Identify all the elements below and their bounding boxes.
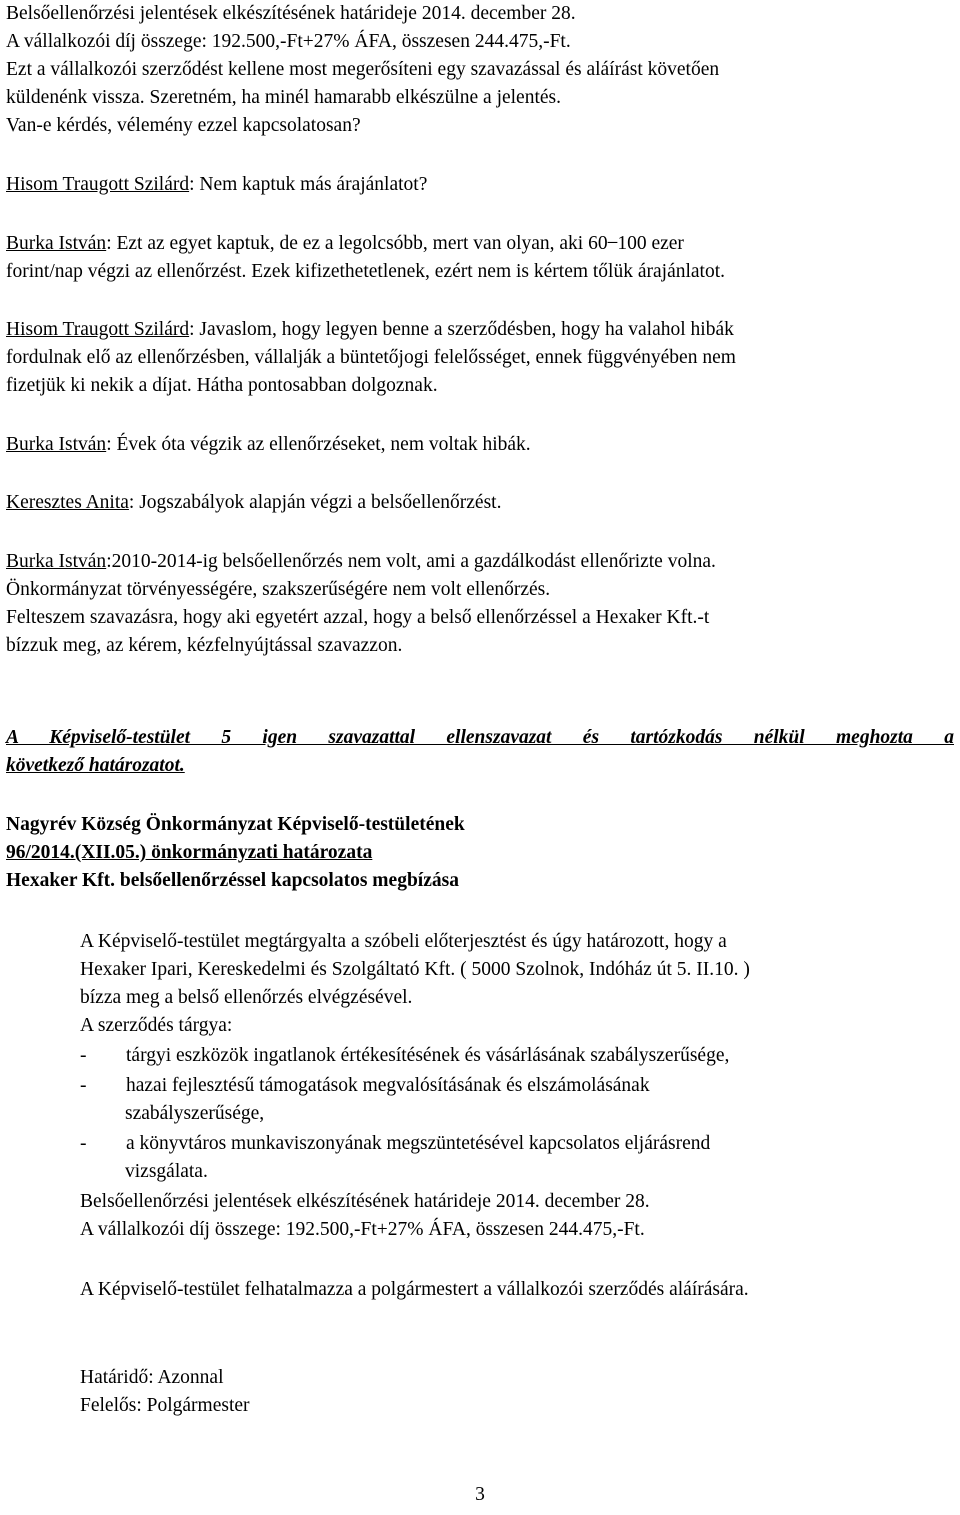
list-item-text: hazai fejlesztésű támogatások megvalósításának és elszámolásának [126, 1075, 650, 1096]
list-item-continuation: vizsgálata. [125, 1161, 208, 1182]
authorization-line: A Képviselő-testület felhatalmazza a polgármestert a vállalkozói szerződés aláírására. [80, 1279, 749, 1300]
list-item-text: tárgyi eszközök ingatlanok értékesítésének és vásárlásának szabályszerűsége, [126, 1045, 730, 1066]
dialogue-text: :2010-2014-ig belsőellenőrzés nem volt, ami a gazdálkodást ellenőrizte volna. [106, 551, 716, 572]
speaker-name: Hisom Traugott Szilárd [6, 319, 190, 340]
vote-result-line-2: következő határozatot. [6, 755, 185, 776]
dialogue-2-line-2: forint/nap végzi az ellenőrzést. Ezek kifizethetetlenek, ezért nem is kértem tőlük árajánlatot. [6, 261, 726, 282]
speaker-name: Burka István [6, 233, 107, 254]
dialogue-3 [6, 318, 734, 342]
intro-line-3: Ezt a vállalkozói szerződést kellene most megerősíteni egy szavazással és aláírást követően [6, 59, 720, 80]
contract-subject-label: A szerződés tárgya: [80, 1015, 233, 1036]
dialogue-text: : Ezt az egyet kaptuk, de ez a legolcsóbb, mert van olyan, aki 60 ̶ 100 ezer [106, 233, 684, 254]
due-line: Határidő: Azonnal [80, 1367, 224, 1388]
list-item [80, 1132, 710, 1156]
resolution-heading-3: Hexaker Kft. belsőellenőrzéssel kapcsolatos megbízása [6, 870, 459, 891]
list-dash: - [80, 1075, 87, 1096]
dialogue-6-line-2: Önkormányzat törvényességére, szakszerűségére nem volt ellenőrzés. [6, 579, 551, 600]
dialogue-4 [6, 433, 531, 457]
dialogue-3-line-3: fizetjük ki nekik a díjat. Hátha pontosabban dolgoznak. [6, 375, 438, 396]
dialogue-6 [6, 550, 716, 574]
page-number: 3 [475, 1484, 485, 1505]
vote-result-line-1: A Képviselő-testület 5 igen szavazattal ellenszavazat és tartózkodás nélkül meghozta a [6, 727, 954, 748]
list-item-text: a könyvtáros munkaviszonyának megszüntetésével kapcsolatos eljárásrend [126, 1133, 711, 1154]
list-item [80, 1044, 729, 1068]
dialogue-6-line-3: Felteszem szavazásra, hogy aki egyetért azzal, hogy a belső ellenőrzéssel a Hexaker Kft.-t [6, 607, 710, 628]
dialogue-text: : Jogszabályok alapján végzi a belsőellenőrzést. [128, 492, 502, 513]
dialogue-5 [6, 491, 501, 515]
list-dash: - [80, 1133, 87, 1154]
dialogue-2 [6, 232, 684, 256]
intro-line-5: Van-e kérdés, vélemény ezzel kapcsolatosan? [6, 115, 361, 136]
deadline-line: Belsőellenőrzési jelentések elkészítésének határideje 2014. december 28. [80, 1191, 650, 1212]
dialogue-6-line-4: bízzuk meg, az kérem, kézfelnyújtással szavazzon. [6, 635, 403, 656]
list-item [80, 1074, 650, 1098]
speaker-name: Burka István [6, 434, 107, 455]
dialogue-text: : Évek óta végzik az ellenőrzéseket, nem voltak hibák. [106, 434, 531, 455]
intro-line-2: A vállalkozói díj összege: 192.500,-Ft+27% ÁFA, összesen 244.475,-Ft. [6, 31, 571, 52]
resolution-paragraph-line-1: A Képviselő-testület megtárgyalta a szóbeli előterjesztést és úgy határozott, hogy a [80, 931, 727, 952]
dialogue-1 [6, 173, 427, 197]
speaker-name: Keresztes Anita [6, 492, 129, 513]
resolution-heading-2: 96/2014.(XII.05.) önkormányzati határozata [6, 842, 373, 863]
fee-line: A vállalkozói díj összege: 192.500,-Ft+27% ÁFA, összesen 244.475,-Ft. [80, 1219, 645, 1240]
list-dash: - [80, 1045, 87, 1066]
resolution-heading-1: Nagyrév Község Önkormányzat Képviselő-testületének [6, 814, 465, 835]
dialogue-3-line-2: fordulnak elő az ellenőrzésben, vállalják a büntetőjogi felelősséget, ennek függvényében nem [6, 347, 736, 368]
dialogue-text: : Javaslom, hogy legyen benne a szerződésben, hogy ha valahol hibák [189, 319, 734, 340]
intro-line-1: Belsőellenőrzési jelentések elkészítésének határideje 2014. december 28. [6, 3, 576, 24]
speaker-name: Burka István [6, 551, 107, 572]
speaker-name: Hisom Traugott Szilárd [6, 174, 190, 195]
resolution-paragraph-line-3: bízza meg a belső ellenőrzés elvégzésével. [80, 987, 413, 1008]
responsible-line: Felelős: Polgármester [80, 1395, 250, 1416]
dialogue-text: : Nem kaptuk más árajánlatot? [189, 174, 428, 195]
intro-line-4: küldenénk vissza. Szeretném, ha minél hamarabb elkészülne a jelentés. [6, 87, 561, 108]
list-item-continuation: szabályszerűsége, [125, 1103, 265, 1124]
resolution-paragraph-line-2: Hexaker Ipari, Kereskedelmi és Szolgáltató Kft. ( 5000 Szolnok, Indóház út 5. II.10. ) [80, 959, 750, 980]
